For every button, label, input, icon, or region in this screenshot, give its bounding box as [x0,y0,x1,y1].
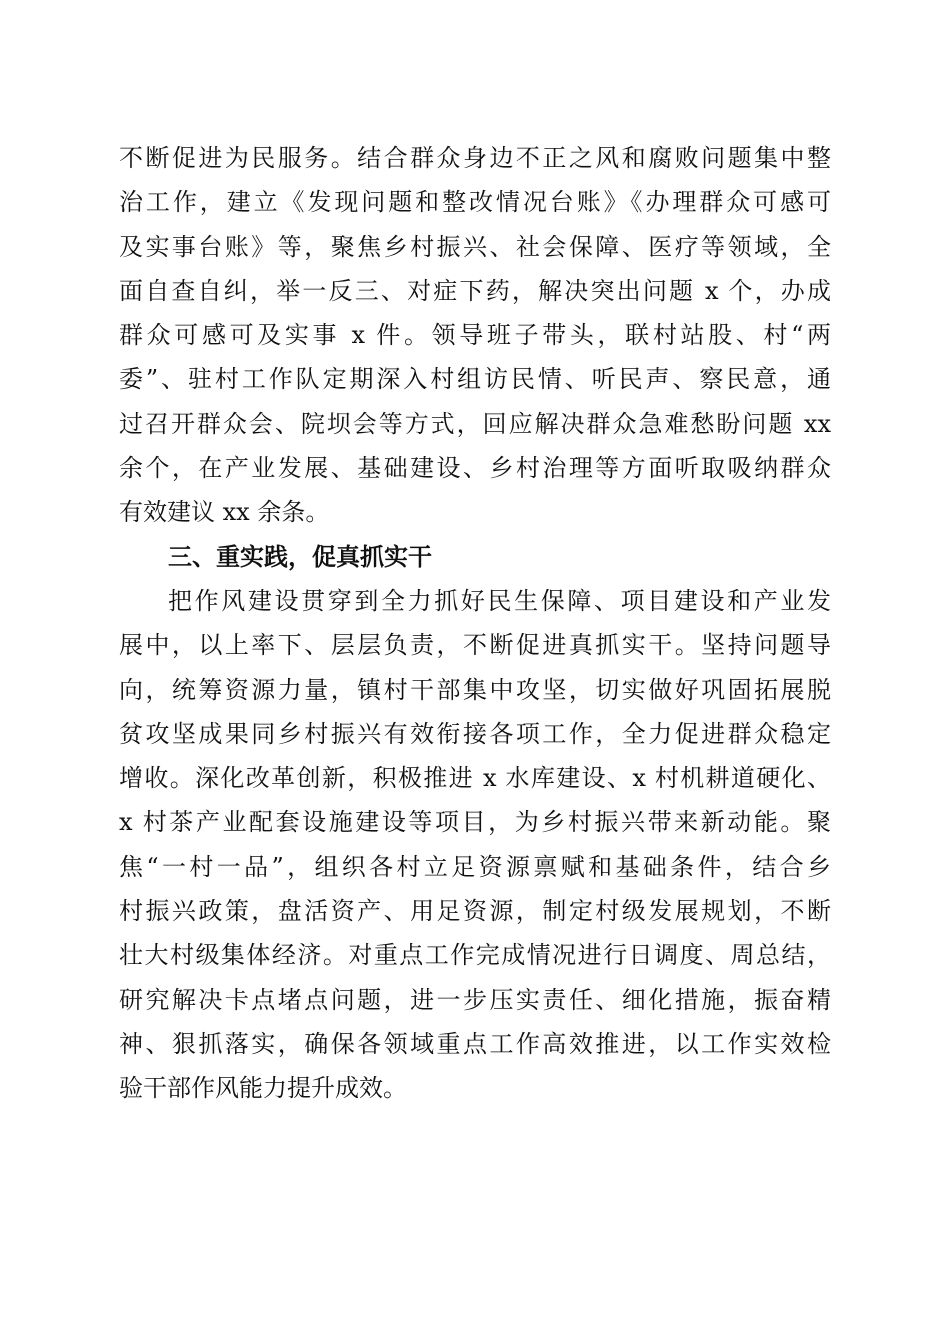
paragraph-line: 不断促进为民服务。结合群众身边不正之风和腐败问题集中整 [119,144,831,172]
paragraph-line: 向，统筹资源力量，镇村干部集中攻坚，切实做好巩固拓展脱 [119,675,831,704]
paragraph-line: 研究解决卡点堵点问题，进一步压实责任、细化措施，振奋精 [119,985,831,1014]
paragraph-line: 面自查自纠，举一反三、对症下药，解决突出问题 x 个，办成 [119,276,831,305]
paragraph-line: 及实事台账》等，聚焦乡村振兴、社会保障、医疗等领域，全 [119,232,831,261]
paragraph-line: 验干部作风能力提升成效。 [119,1074,407,1103]
paragraph-line: 余个，在产业发展、基础建设、乡村治理等方面听取吸纳群众 [119,454,831,483]
paragraph-2 [119,579,831,1111]
paragraph-line: 展中，以上率下、层层负责，不断促进真抓实干。坚持问题导 [119,631,831,660]
paragraph-line: 过召开群众会、院坝会等方式，回应解决群众急难愁盼问题 xx [119,409,831,438]
paragraph-line: x 村茶产业配套设施建设等项目，为乡村振兴带来新动能。聚 [119,808,831,837]
paragraph-line: 村振兴政策，盘活资产、用足资源，制定村级发展规划，不断 [119,897,831,926]
paragraph-line: 神、狠抓落实，确保各领域重点工作高效推进，以工作实效检 [119,1029,831,1058]
paragraph-line: 治工作，建立《发现问题和整改情况台账》《办理群众可感可 [119,188,831,217]
paragraph-line: 委”、驻村工作队定期深入村组访民情、听民声、察民意，通 [119,365,831,394]
paragraph-line: 贫攻坚成果同乡村振兴有效衔接各项工作，全力促进群众稳定 [119,719,831,748]
section-heading: 三、重实践，促真抓实干 [168,542,432,571]
document-body [119,136,831,1111]
paragraph-line: 有效建议 xx 余条。 [119,498,330,527]
paragraph-line: 焦“一村一品”，组织各村立足资源禀赋和基础条件，结合乡 [119,852,831,881]
paragraph-line: 把作风建设贯穿到全力抓好民生保障、项目建设和产业发 [168,586,831,615]
paragraph-1 [119,136,831,535]
paragraph-line: 增收。深化改革创新，积极推进 x 水库建设、x 村机耕道硬化、 [119,764,831,793]
paragraph-line: 群众可感可及实事 x 件。领导班子带头，联村站股、村“两 [119,321,831,350]
paragraph-line: 壮大村级集体经济。对重点工作完成情况进行日调度、周总结， [119,941,831,970]
